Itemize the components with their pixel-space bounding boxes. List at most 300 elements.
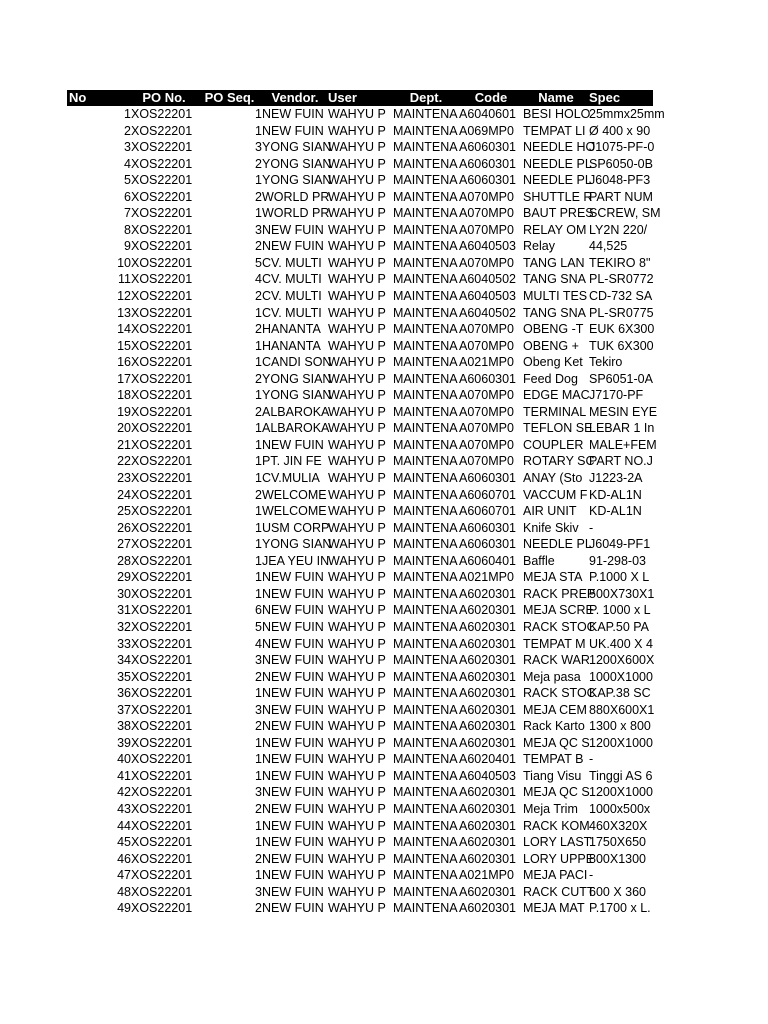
cell-code[interactable]: A070MP0 — [459, 421, 514, 436]
cell-user[interactable]: WAHYU P — [328, 537, 386, 552]
cell-no[interactable]: 37 — [117, 702, 131, 717]
cell-vendor[interactable]: NEW FUIN — [262, 851, 324, 866]
cell-user[interactable]: WAHYU P — [328, 355, 386, 370]
cell-name[interactable]: MEJA QC S — [523, 785, 590, 800]
cell-code[interactable]: A021MP0 — [459, 868, 514, 883]
cell-code[interactable]: A6020301 — [459, 586, 517, 601]
cell-name[interactable]: TANG SNA — [523, 305, 586, 320]
cell-spec[interactable]: 91-298-03 — [589, 553, 646, 568]
cell-name[interactable]: MEJA SCRE — [523, 603, 594, 618]
cell-po-seq[interactable]: 1 — [255, 868, 262, 883]
cell-no[interactable]: 46 — [117, 851, 131, 866]
cell-name[interactable]: Baffle — [523, 553, 555, 568]
cell-dept[interactable]: MAINTENA — [393, 107, 458, 121]
cell-po-seq[interactable]: 1 — [255, 835, 262, 850]
cell-no[interactable]: 49 — [117, 901, 131, 916]
cell-po-no[interactable]: XOS22201 — [131, 719, 193, 734]
cell-po-no[interactable]: XOS22201 — [131, 421, 193, 436]
cell-vendor[interactable]: ALBAROKA — [262, 421, 330, 436]
cell-code[interactable]: A6020301 — [459, 785, 517, 800]
cell-no[interactable]: 42 — [117, 785, 131, 800]
cell-user[interactable]: WAHYU P — [328, 901, 386, 916]
cell-po-seq[interactable]: 1 — [255, 305, 262, 320]
cell-user[interactable]: WAHYU P — [328, 735, 386, 750]
cell-spec[interactable]: PL-SR0775 — [589, 305, 654, 320]
cell-user[interactable]: WAHYU P — [328, 206, 386, 221]
cell-dept[interactable]: MAINTENA — [393, 388, 458, 403]
cell-no[interactable]: 25 — [117, 504, 131, 519]
cell-code[interactable]: A070MP0 — [459, 454, 514, 469]
cell-dept[interactable]: MAINTENA — [393, 338, 458, 353]
cell-spec[interactable]: J6048-PF3 — [589, 173, 651, 188]
cell-user[interactable]: WAHYU P — [328, 454, 386, 469]
cell-po-no[interactable]: XOS22201 — [131, 305, 193, 320]
cell-user[interactable]: WAHYU P — [328, 289, 386, 304]
cell-user[interactable]: WAHYU P — [328, 388, 386, 403]
cell-dept[interactable]: MAINTENA — [393, 884, 458, 899]
cell-name[interactable]: RACK PREP — [523, 586, 596, 601]
cell-vendor[interactable]: NEW FUIN — [262, 586, 324, 601]
cell-code[interactable]: A6020301 — [459, 669, 517, 684]
cell-po-seq[interactable]: 1 — [255, 520, 262, 535]
cell-user[interactable]: WAHYU P — [328, 471, 386, 486]
cell-po-seq[interactable]: 4 — [255, 636, 262, 651]
cell-vendor[interactable]: NEW FUIN — [262, 123, 324, 138]
cell-code[interactable]: A021MP0 — [459, 355, 514, 370]
cell-vendor[interactable]: CV. MULTI — [262, 305, 322, 320]
cell-spec[interactable]: CD-732 SA — [589, 289, 653, 304]
cell-no[interactable]: 32 — [117, 619, 131, 634]
cell-spec[interactable]: P.1700 x L. — [589, 901, 651, 916]
cell-dept[interactable]: MAINTENA — [393, 289, 458, 304]
cell-po-no[interactable]: XOS22201 — [131, 173, 193, 188]
cell-no[interactable]: 39 — [117, 735, 131, 750]
cell-po-seq[interactable]: 3 — [255, 702, 262, 717]
cell-po-seq[interactable]: 1 — [255, 421, 262, 436]
cell-spec[interactable]: - — [589, 752, 594, 767]
cell-user[interactable]: WAHYU P — [328, 189, 386, 204]
cell-user[interactable]: WAHYU P — [328, 719, 386, 734]
cell-name[interactable]: Obeng Ket — [523, 355, 583, 370]
cell-po-no[interactable]: XOS22201 — [131, 768, 193, 783]
cell-name[interactable]: TANG LAN — [523, 255, 585, 270]
cell-no[interactable]: 31 — [117, 603, 131, 618]
cell-po-no[interactable]: XOS22201 — [131, 537, 193, 552]
cell-vendor[interactable]: NEW FUIN — [262, 239, 324, 254]
cell-po-no[interactable]: XOS22201 — [131, 371, 193, 386]
cell-po-seq[interactable]: 2 — [255, 189, 262, 204]
cell-no[interactable]: 9 — [124, 239, 131, 254]
cell-po-no[interactable]: XOS22201 — [131, 123, 193, 138]
cell-spec[interactable]: Ø 400 x 90 — [589, 123, 651, 138]
cell-dept[interactable]: MAINTENA — [393, 305, 458, 320]
cell-spec[interactable]: LY2N 220/ — [589, 222, 648, 237]
cell-dept[interactable]: MAINTENA — [393, 156, 458, 171]
cell-po-seq[interactable]: 1 — [255, 735, 262, 750]
cell-dept[interactable]: MAINTENA — [393, 851, 458, 866]
cell-dept[interactable]: MAINTENA — [393, 868, 458, 883]
cell-no[interactable]: 18 — [117, 388, 131, 403]
cell-po-seq[interactable]: 3 — [255, 653, 262, 668]
cell-dept[interactable]: MAINTENA — [393, 669, 458, 684]
cell-code[interactable]: A070MP0 — [459, 404, 514, 419]
cell-spec[interactable]: 1300 x 800 — [589, 719, 651, 734]
cell-spec[interactable]: J1075-PF-0 — [589, 140, 655, 155]
cell-vendor[interactable]: NEW FUIN — [262, 702, 324, 717]
cell-vendor[interactable]: WELCOME — [262, 504, 327, 519]
cell-spec[interactable]: 1200X600X — [589, 653, 655, 668]
cell-no[interactable]: 1 — [124, 107, 131, 121]
cell-name[interactable]: Tiang Visu — [523, 768, 582, 783]
cell-user[interactable]: WAHYU P — [328, 504, 386, 519]
cell-name[interactable]: OBENG -T — [523, 322, 584, 337]
cell-code[interactable]: A6060701 — [459, 487, 517, 502]
cell-po-seq[interactable]: 1 — [255, 338, 262, 353]
cell-spec[interactable]: 500X730X1 — [589, 586, 655, 601]
cell-no[interactable]: 19 — [117, 404, 131, 419]
cell-vendor[interactable]: NEW FUIN — [262, 222, 324, 237]
cell-po-no[interactable]: XOS22201 — [131, 189, 193, 204]
cell-no[interactable]: 11 — [118, 272, 131, 287]
cell-user[interactable]: WAHYU P — [328, 255, 386, 270]
cell-po-no[interactable]: XOS22201 — [131, 404, 193, 419]
cell-po-seq[interactable]: 3 — [255, 884, 262, 899]
cell-po-seq[interactable]: 1 — [255, 586, 262, 601]
cell-dept[interactable]: MAINTENA — [393, 371, 458, 386]
cell-po-seq[interactable]: 2 — [255, 851, 262, 866]
cell-spec[interactable]: 600 X 360 — [589, 884, 646, 899]
cell-po-no[interactable]: XOS22201 — [131, 355, 193, 370]
cell-vendor[interactable]: NEW FUIN — [262, 636, 324, 651]
cell-code[interactable]: A070MP0 — [459, 255, 514, 270]
cell-no[interactable]: 10 — [117, 255, 131, 270]
cell-vendor[interactable]: WORLD PR — [262, 206, 330, 221]
cell-dept[interactable]: MAINTENA — [393, 752, 458, 767]
cell-vendor[interactable]: NEW FUIN — [262, 735, 324, 750]
cell-code[interactable]: A6020301 — [459, 835, 517, 850]
cell-spec[interactable]: KD-AL1N — [589, 487, 642, 502]
cell-po-no[interactable]: XOS22201 — [131, 669, 193, 684]
cell-no[interactable]: 47 — [117, 868, 131, 883]
cell-spec[interactable]: J1223-2A — [589, 471, 643, 486]
cell-code[interactable]: A070MP0 — [459, 322, 514, 337]
cell-spec[interactable]: MALE+FEM — [589, 437, 657, 452]
cell-user[interactable]: WAHYU P — [328, 785, 386, 800]
cell-dept[interactable]: MAINTENA — [393, 570, 458, 585]
cell-code[interactable]: A6020301 — [459, 901, 517, 916]
cell-name[interactable]: MEJA QC S — [523, 735, 590, 750]
cell-spec[interactable]: J7170-PF — [589, 388, 644, 403]
cell-name[interactable]: NEEDLE PL — [523, 173, 592, 188]
cell-vendor[interactable]: NEW FUIN — [262, 570, 324, 585]
cell-code[interactable]: A6040503 — [459, 768, 517, 783]
cell-user[interactable]: WAHYU P — [328, 272, 386, 287]
cell-po-seq[interactable]: 1 — [255, 173, 262, 188]
cell-po-seq[interactable]: 1 — [255, 768, 262, 783]
cell-name[interactable]: MULTI TES — [523, 289, 588, 304]
cell-vendor[interactable]: WELCOME — [262, 487, 327, 502]
cell-code[interactable]: A6060301 — [459, 537, 517, 552]
cell-po-no[interactable]: XOS22201 — [131, 884, 193, 899]
cell-no[interactable]: 33 — [117, 636, 131, 651]
cell-spec[interactable]: SCREW, SM — [589, 206, 661, 221]
cell-no[interactable]: 29 — [117, 570, 131, 585]
cell-user[interactable]: WAHYU P — [328, 686, 386, 701]
cell-spec[interactable]: PL-SR0772 — [589, 272, 654, 287]
cell-no[interactable]: 12 — [117, 289, 131, 304]
cell-po-no[interactable]: XOS22201 — [131, 818, 193, 833]
cell-dept[interactable]: MAINTENA — [393, 239, 458, 254]
cell-no[interactable]: 22 — [117, 454, 131, 469]
cell-po-no[interactable]: XOS22201 — [131, 686, 193, 701]
cell-po-no[interactable]: XOS22201 — [131, 702, 193, 717]
cell-spec[interactable]: TUK 6X300 — [589, 338, 654, 353]
cell-po-no[interactable]: XOS22201 — [131, 272, 193, 287]
cell-no[interactable]: 2 — [124, 123, 131, 138]
cell-po-seq[interactable]: 2 — [255, 156, 262, 171]
cell-dept[interactable]: MAINTENA — [393, 272, 458, 287]
cell-spec[interactable]: 25mmx25mm — [589, 107, 665, 121]
cell-no[interactable]: 24 — [117, 487, 131, 502]
cell-code[interactable]: A6020301 — [459, 719, 517, 734]
cell-po-seq[interactable]: 1 — [255, 818, 262, 833]
cell-po-seq[interactable]: 1 — [255, 537, 262, 552]
cell-vendor[interactable]: NEW FUIN — [262, 669, 324, 684]
cell-code[interactable]: A6060401 — [459, 553, 517, 568]
cell-po-no[interactable]: XOS22201 — [131, 835, 193, 850]
cell-vendor[interactable]: NEW FUIN — [262, 768, 324, 783]
cell-code[interactable]: A6060301 — [459, 371, 517, 386]
cell-name[interactable]: RELAY OM — [523, 222, 587, 237]
cell-code[interactable]: A070MP0 — [459, 222, 514, 237]
cell-po-no[interactable]: XOS22201 — [131, 553, 193, 568]
cell-user[interactable]: WAHYU P — [328, 553, 386, 568]
cell-vendor[interactable]: CV. MULTI — [262, 255, 322, 270]
cell-no[interactable]: 23 — [117, 471, 131, 486]
cell-spec[interactable]: 800X1300 — [589, 851, 647, 866]
header-vendor[interactable]: Vendor. — [271, 90, 319, 105]
cell-vendor[interactable]: YONG SIAN — [262, 140, 332, 155]
cell-user[interactable]: WAHYU P — [328, 801, 386, 816]
cell-vendor[interactable]: NEW FUIN — [262, 818, 324, 833]
cell-no[interactable]: 34 — [117, 653, 131, 668]
cell-name[interactable]: TERMINAL — [523, 404, 587, 419]
cell-code[interactable]: A6020301 — [459, 653, 517, 668]
cell-no[interactable]: 43 — [117, 801, 131, 816]
cell-dept[interactable]: MAINTENA — [393, 653, 458, 668]
cell-code[interactable]: A6020301 — [459, 801, 517, 816]
cell-code[interactable]: A6060301 — [459, 520, 517, 535]
header-name[interactable]: Name — [538, 90, 574, 105]
cell-dept[interactable]: MAINTENA — [393, 322, 458, 337]
cell-vendor[interactable]: NEW FUIN — [262, 868, 324, 883]
cell-user[interactable]: WAHYU P — [328, 752, 386, 767]
cell-name[interactable]: RACK KOM — [523, 818, 590, 833]
cell-po-seq[interactable]: 2 — [255, 289, 262, 304]
cell-code[interactable]: A6020301 — [459, 619, 517, 634]
cell-name[interactable]: SHUTTLE R — [523, 189, 593, 204]
cell-dept[interactable]: MAINTENA — [393, 173, 458, 188]
cell-po-no[interactable]: XOS22201 — [131, 388, 193, 403]
cell-name[interactable]: RACK CUTT — [523, 884, 595, 899]
cell-dept[interactable]: MAINTENA — [393, 189, 458, 204]
cell-vendor[interactable]: NEW FUIN — [262, 619, 324, 634]
cell-po-seq[interactable]: 1 — [255, 388, 262, 403]
cell-po-no[interactable]: XOS22201 — [131, 868, 193, 883]
cell-no[interactable]: 30 — [117, 586, 131, 601]
cell-code[interactable]: A6020301 — [459, 884, 517, 899]
cell-user[interactable]: WAHYU P — [328, 619, 386, 634]
cell-vendor[interactable]: YONG SIAN — [262, 173, 332, 188]
cell-user[interactable]: WAHYU P — [328, 818, 386, 833]
cell-spec[interactable]: SP6050-0B — [589, 156, 653, 171]
cell-dept[interactable]: MAINTENA — [393, 437, 458, 452]
cell-vendor[interactable]: PT. JIN FE — [262, 454, 322, 469]
cell-name[interactable]: TANG SNA — [523, 272, 586, 287]
cell-po-seq[interactable]: 1 — [255, 206, 262, 221]
cell-vendor[interactable]: NEW FUIN — [262, 752, 324, 767]
cell-name[interactable]: ROTARY SC — [523, 454, 595, 469]
cell-po-seq[interactable]: 2 — [255, 901, 262, 916]
cell-dept[interactable]: MAINTENA — [393, 355, 458, 370]
cell-dept[interactable]: MAINTENA — [393, 454, 458, 469]
cell-po-seq[interactable]: 2 — [255, 487, 262, 502]
cell-code[interactable]: A6020301 — [459, 818, 517, 833]
cell-po-no[interactable]: XOS22201 — [131, 222, 193, 237]
cell-no[interactable]: 44 — [117, 818, 131, 833]
cell-dept[interactable]: MAINTENA — [393, 768, 458, 783]
cell-spec[interactable]: EUK 6X300 — [589, 322, 655, 337]
cell-dept[interactable]: MAINTENA — [393, 785, 458, 800]
cell-name[interactable]: RACK STOC — [523, 686, 596, 701]
cell-po-no[interactable]: XOS22201 — [131, 619, 193, 634]
cell-vendor[interactable]: NEW FUIN — [262, 686, 324, 701]
cell-name[interactable]: TEMPAT B — [523, 752, 584, 767]
cell-spec[interactable]: LEBAR 1 In — [589, 421, 655, 436]
cell-code[interactable]: A6020401 — [459, 752, 517, 767]
cell-no[interactable]: 45 — [117, 835, 131, 850]
cell-spec[interactable]: PART NUM — [589, 189, 653, 204]
cell-code[interactable]: A6060701 — [459, 504, 517, 519]
cell-po-seq[interactable]: 1 — [255, 107, 262, 121]
cell-dept[interactable]: MAINTENA — [393, 140, 458, 155]
cell-vendor[interactable]: HANANTA — [262, 322, 321, 337]
cell-user[interactable]: WAHYU P — [328, 222, 386, 237]
cell-user[interactable]: WAHYU P — [328, 702, 386, 717]
cell-po-no[interactable]: XOS22201 — [131, 570, 193, 585]
cell-name[interactable]: MEJA MAT — [523, 901, 585, 916]
cell-no[interactable]: 14 — [117, 322, 131, 337]
cell-spec[interactable]: SP6051-0A — [589, 371, 653, 386]
cell-name[interactable]: LORY LAST — [523, 835, 592, 850]
cell-po-seq[interactable]: 2 — [255, 404, 262, 419]
cell-name[interactable]: Feed Dog — [523, 371, 578, 386]
cell-dept[interactable]: MAINTENA — [393, 553, 458, 568]
cell-name[interactable]: MEJA PACI — [523, 868, 588, 883]
cell-no[interactable]: 3 — [124, 140, 131, 155]
header-user[interactable]: User — [328, 90, 357, 105]
cell-po-seq[interactable]: 1 — [255, 553, 262, 568]
cell-po-seq[interactable]: 2 — [255, 669, 262, 684]
cell-user[interactable]: WAHYU P — [328, 586, 386, 601]
cell-dept[interactable]: MAINTENA — [393, 586, 458, 601]
cell-vendor[interactable]: HANANTA — [262, 338, 321, 353]
cell-name[interactable]: Knife Skiv — [523, 520, 579, 535]
cell-po-no[interactable]: XOS22201 — [131, 206, 193, 221]
cell-vendor[interactable]: NEW FUIN — [262, 884, 324, 899]
cell-code[interactable]: A6020301 — [459, 851, 517, 866]
cell-user[interactable]: WAHYU P — [328, 487, 386, 502]
cell-no[interactable]: 17 — [117, 371, 131, 386]
cell-spec[interactable]: Tinggi AS 6 — [589, 768, 653, 783]
cell-vendor[interactable]: ALBAROKA — [262, 404, 330, 419]
cell-user[interactable]: WAHYU P — [328, 636, 386, 651]
cell-po-no[interactable]: XOS22201 — [131, 653, 193, 668]
cell-dept[interactable]: MAINTENA — [393, 520, 458, 535]
cell-name[interactable]: Meja Trim — [523, 801, 578, 816]
cell-code[interactable]: A070MP0 — [459, 189, 514, 204]
cell-po-seq[interactable]: 2 — [255, 371, 262, 386]
cell-po-no[interactable]: XOS22201 — [131, 603, 193, 618]
cell-name[interactable]: BAUT PRES — [523, 206, 594, 221]
cell-code[interactable]: A6060301 — [459, 471, 517, 486]
cell-name[interactable]: Meja pasa — [523, 669, 581, 684]
cell-no[interactable]: 4 — [124, 156, 131, 171]
cell-code[interactable]: A6060301 — [459, 156, 517, 171]
cell-no[interactable]: 13 — [117, 305, 131, 320]
cell-code[interactable]: A021MP0 — [459, 570, 514, 585]
cell-spec[interactable]: 1000X1000 — [589, 669, 653, 684]
cell-spec[interactable]: KD-AL1N — [589, 504, 642, 519]
cell-vendor[interactable]: NEW FUIN — [262, 437, 324, 452]
cell-dept[interactable]: MAINTENA — [393, 686, 458, 701]
cell-name[interactable]: LORY UPPE — [523, 851, 595, 866]
cell-dept[interactable]: MAINTENA — [393, 702, 458, 717]
cell-dept[interactable]: MAINTENA — [393, 735, 458, 750]
cell-vendor[interactable]: NEW FUIN — [262, 719, 324, 734]
cell-no[interactable]: 41 — [117, 768, 131, 783]
cell-po-no[interactable]: XOS22201 — [131, 586, 193, 601]
cell-name[interactable]: RACK STOC — [523, 619, 596, 634]
cell-spec[interactable]: 44,525 — [589, 239, 628, 254]
cell-po-no[interactable]: XOS22201 — [131, 239, 193, 254]
header-dept[interactable]: Dept. — [409, 90, 443, 105]
cell-user[interactable]: WAHYU P — [328, 884, 386, 899]
cell-no[interactable]: 26 — [117, 520, 131, 535]
cell-code[interactable]: A6040503 — [459, 239, 517, 254]
cell-code[interactable]: A6020301 — [459, 702, 517, 717]
cell-dept[interactable]: MAINTENA — [393, 636, 458, 651]
cell-user[interactable]: WAHYU P — [328, 239, 386, 254]
cell-spec[interactable]: - — [589, 868, 594, 883]
cell-no[interactable]: 36 — [117, 686, 131, 701]
cell-vendor[interactable]: NEW FUIN — [262, 901, 324, 916]
cell-vendor[interactable]: YONG SIAN — [262, 388, 332, 403]
cell-code[interactable]: A6020301 — [459, 603, 517, 618]
cell-name[interactable]: NEEDLE PL — [523, 537, 592, 552]
cell-po-seq[interactable]: 4 — [255, 272, 262, 287]
cell-user[interactable]: WAHYU P — [328, 851, 386, 866]
cell-po-seq[interactable]: 1 — [255, 454, 262, 469]
cell-spec[interactable]: P.1000 X L — [589, 570, 650, 585]
cell-user[interactable]: WAHYU P — [328, 520, 386, 535]
cell-po-no[interactable]: XOS22201 — [131, 454, 193, 469]
cell-vendor[interactable]: JEA YEU IN — [262, 553, 330, 568]
cell-user[interactable]: WAHYU P — [328, 173, 386, 188]
cell-user[interactable]: WAHYU P — [328, 107, 386, 121]
cell-user[interactable]: WAHYU P — [328, 835, 386, 850]
cell-no[interactable]: 35 — [117, 669, 131, 684]
